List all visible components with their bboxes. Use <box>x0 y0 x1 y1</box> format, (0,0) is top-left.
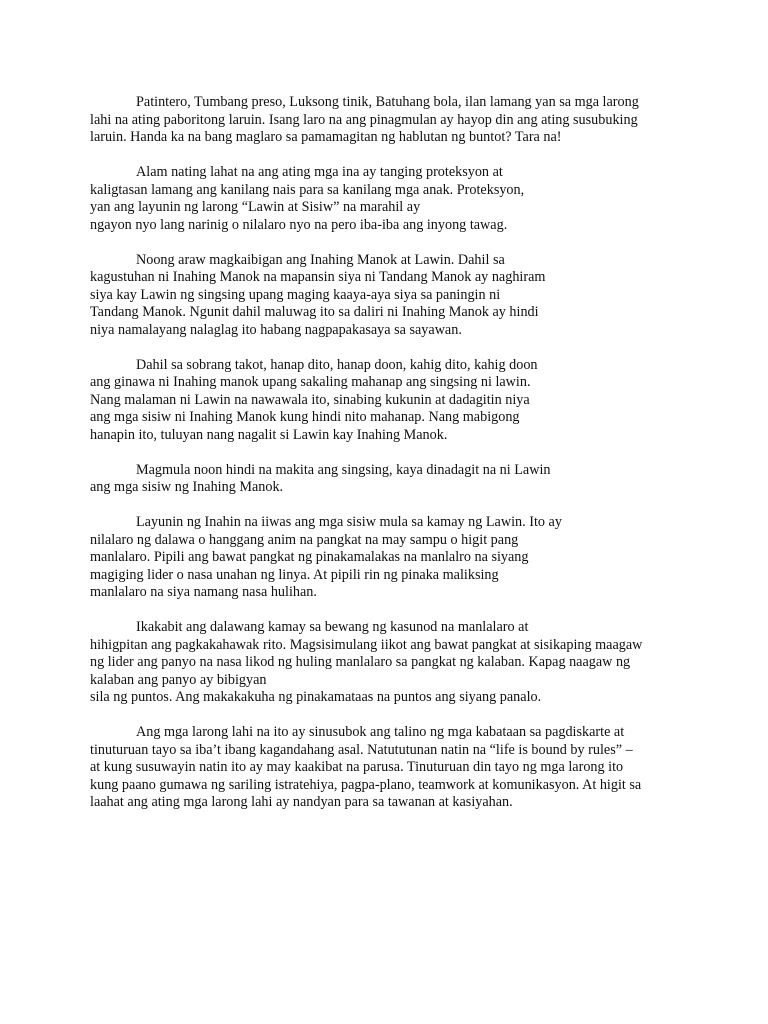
text-line: at kung susuwayin natin ito ay may kaakibat na parusa. Tinuturuan din tayo ng mga larong ito <box>90 759 624 775</box>
text-line: kaligtasan lamang ang kanilang nais para sa kanilang mga anak. Proteksyon, <box>90 181 525 198</box>
text-line: ng lider ang panyo na nasa likod ng huling manlalaro sa pangkat ng kalaban. Kapag naagaw ng <box>90 654 631 670</box>
text-line: Patintero, Tumbang preso, Luksong tinik, Batuhang bola, ilan lamang yan sa mga larong <box>136 94 639 110</box>
text-line: magiging lider o nasa unahan ng linya. At pipili rin ng pinaka maliksing <box>90 566 499 583</box>
text-line: ang ginawa ni Inahing manok upang sakaling mahanap ang singsing ni lawin. <box>90 374 531 390</box>
text-line: laahat ang ating mga larong lahi ay nandyan para sa tawanan at kasiyahan. <box>90 794 513 810</box>
text-line: lahi na ating paboritong laruin. Isang laro na ang pinagmulan ay hayop din ang ating susubuking <box>90 111 638 128</box>
text-line: kagustuhan ni Inahing Manok na mapansin siya ni Tandang Manok ay naghiram <box>90 269 546 285</box>
text-line: manlalaro. Pipili ang bawat pangkat ng pinakamalakas na manlalro na siyang <box>90 549 529 565</box>
text-line: laruin. Handa ka na bang maglaro sa pamamagitan ng hablutan ng buntot? Tara na! <box>90 129 562 145</box>
paragraph-6 <box>90 514 690 602</box>
text-line: kung paano gumawa ng sariling istratehiya, pagpa-plano, teamwork at komunikasyon. At higit sa <box>90 776 642 793</box>
paragraph-1 <box>90 94 690 147</box>
text-line: Tandang Manok. Ngunit dahil maluwag ito sa daliri ni Inahing Manok ay hindi <box>90 304 539 320</box>
paragraph-3 <box>90 252 690 340</box>
text-line: Ang mga larong lahi na ito ay sinusubok ang talino ng mga kabataan sa pagdiskarte at <box>136 724 625 740</box>
text-line: ang mga sisiw ng Inahing Manok. <box>90 479 284 495</box>
text-line: yan ang layunin ng larong “Lawin at Sisiw” na marahil ay <box>90 199 421 215</box>
text-line: kalaban ang panyo ay bibigyan <box>90 671 267 688</box>
text-line: sila ng puntos. Ang makakakuha ng pinakamataas na puntos ang siyang panalo. <box>90 689 542 705</box>
paragraph-5 <box>90 462 690 497</box>
text-line: hihigpitan ang pagkakahawak rito. Magsisimulang iikot ang bawat pangkat at sisikaping maagaw <box>90 636 643 653</box>
text-line: tinuturuan tayo sa iba’t ibang kagandahang asal. Natututunan natin na “life is bound by rules” – <box>90 741 633 758</box>
text-line: Alam nating lahat na ang ating mga ina ay tanging proteksyon at <box>136 164 503 180</box>
text-line: Nang malaman ni Lawin na nawawala ito, sinabing kukunin at dadagitin niya <box>90 391 530 408</box>
text-line: Dahil sa sobrang takot, hanap dito, hanap doon, kahig dito, kahig doon <box>136 356 538 373</box>
body-text <box>90 94 690 829</box>
paragraph-2 <box>90 164 690 234</box>
paragraph-4 <box>90 357 690 445</box>
text-line: ngayon nyo lang narinig o nilalaro nyo na pero iba-iba ang inyong tawag. <box>90 216 508 233</box>
text-line: Noong araw magkaibigan ang Inahing Manok at Lawin. Dahil sa <box>136 251 505 268</box>
paragraph-7 <box>90 619 690 707</box>
text-line: nilalaro ng dalawa o hanggang anim na pangkat na may sampu o higit pang <box>90 531 519 548</box>
text-line: siya kay Lawin ng singsing upang maging kaaya-aya siya sa paningin ni <box>90 286 501 303</box>
text-line: ang mga sisiw ni Inahing Manok kung hindi nito mahanap. Nang mabigong <box>90 409 520 425</box>
text-line: hanapin ito, tuluyan nang nagalit si Lawin kay Inahing Manok. <box>90 426 448 443</box>
text-line: Magmula noon hindi na makita ang singsing, kaya dinadagit na ni Lawin <box>136 461 551 478</box>
text-line: niya namalayang nalaglag ito habang nagpapakasaya sa sayawan. <box>90 321 462 338</box>
text-line: manlalaro na siya namang nasa hulihan. <box>90 584 317 600</box>
text-line: Ikakabit ang dalawang kamay sa bewang ng kasunod na manlalaro at <box>136 619 529 635</box>
paragraph-8 <box>90 724 690 812</box>
text-line: Layunin ng Inahin na iiwas ang mga sisiw mula sa kamay ng Lawin. Ito ay <box>136 514 562 530</box>
